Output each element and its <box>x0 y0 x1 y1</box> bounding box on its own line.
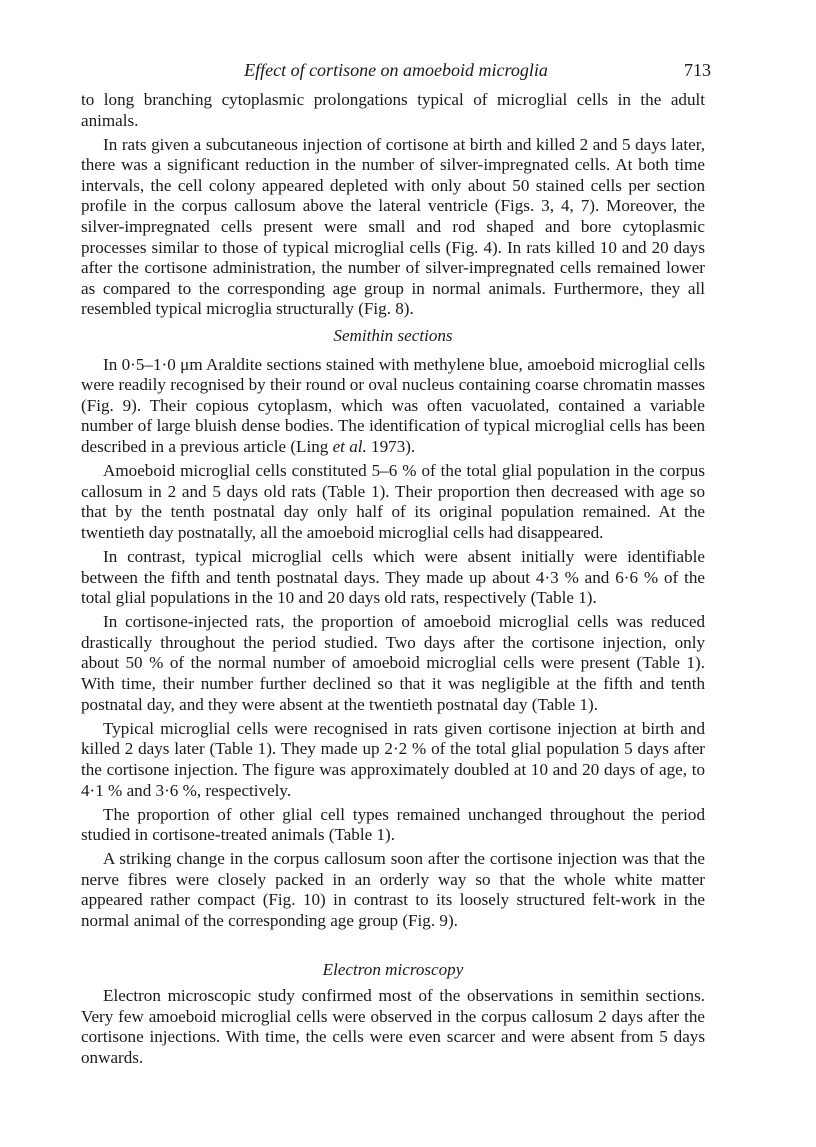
running-title: Effect of cortisone on amoeboid microglia <box>244 60 548 80</box>
citation-year: 1973). <box>371 437 416 456</box>
citation-etal: et al. <box>332 437 367 456</box>
paragraph-continued: to long branching cytoplasmic prolongations typical of microglial cells in the adult animals. <box>81 90 705 130</box>
paragraph-cortisone-injected: In cortisone-injected rats, the proportion of amoeboid microglial cells was reduced drastically throughout the period studied. Two days after the cortisone injection, only about 50 % of the normal number of amoeboid microglial cells were present (Table 1). With time, their number further declined so that it was negligible at the fifth and tenth postnatal day, and they were absent at the twentieth postnatal day (Table 1). <box>81 612 705 714</box>
section-heading-semithin: Semithin sections <box>333 326 453 346</box>
paragraph-electron-microscopy: Electron microscopic study confirmed most of the observations in semithin sections. Very few amoeboid microglial cells were observed in the corpus callosum 2 days after the cortisone injections. With time, the cells were even scarcer and were absent from 5 days onwards. <box>81 986 705 1068</box>
paragraph-typical-microglia: In contrast, typical microglial cells which were absent initially were identifiable between the fifth and tenth postnatal days. They made up about 4·3 % and 6·6 % of the total glial populations in the 10 and 20 days old rats, respectively (Table 1). <box>81 546 705 608</box>
page-number: 713 <box>684 60 711 80</box>
paragraph-amoeboid-proportion: Amoeboid microglial cells constituted 5–6 % of the total glial population in the corpus callosum in 2 and 5 days old rats (Table 1). Their proportion then decreased with age so that by the tenth postnatal day only half of its original population remained. At the twentieth day postnatally, all the amoeboid microglial cells had disappeared. <box>81 461 705 542</box>
body-text <box>81 90 705 1072</box>
paragraph-other-glial: The proportion of other glial cell types remained unchanged throughout the period studied in cortisone-treated animals (Table 1). <box>81 804 705 845</box>
paragraph-striking-change: A striking change in the corpus callosum soon after the cortisone injection was that the nerve fibres were closely packed in an orderly way so that the whole white matter appeared rather compact (Fig. 10) in contrast to its loosely structured felt-work in the normal animal of the corresponding age group (Fig. 9). <box>81 849 705 931</box>
section-heading-electron-microscopy: Electron microscopy <box>322 959 464 979</box>
paragraph-text: In 0·5–1·0 μm Araldite sections stained with methylene blue, amoeboid microglial cells were readily recognised by their round or oval nucleus containing coarse chromatin masses (Fig. 9). Their copious cytoplasm, which was often vacuolated, contained a variable number of large bluish dense bodies. The identification of typical microglial cells has been described in a previous article (Ling <box>81 354 705 456</box>
paragraph-typical-recognised: Typical microglial cells were recognised in rats given cortisone injection at birth and killed 2 days later (Table 1). They made up 2·2 % of the total glial population 5 days after the cortisone injection. The figure was approximately doubled at 10 and 20 days of age, to 4·1 % and 3·6 %, respectively. <box>81 718 705 800</box>
page-header <box>81 60 711 86</box>
paragraph-silver-impregnation: In rats given a subcutaneous injection of cortisone at birth and killed 2 and 5 days later, there was a significant reduction in the number of silver-impregnated cells. At both time intervals, the cell colony appeared depleted with only about 50 stained cells per section profile in the corpus callosum above the lateral ventricle (Figs. 3, 4, 7). Moreover, the silver-impregnated cells present were small and rod shaped and bore cytoplasmic processes similar to those of typical microglial cells (Fig. 4). In rats killed 10 and 20 days after the cortisone administration, the number of silver-impregnated cells remained lower as compared to the corresponding age group in normal animals. Furthermore, they all resembled typical microglia structurally (Fig. 8). <box>81 134 705 319</box>
paragraph-araldite-sections <box>81 355 705 458</box>
